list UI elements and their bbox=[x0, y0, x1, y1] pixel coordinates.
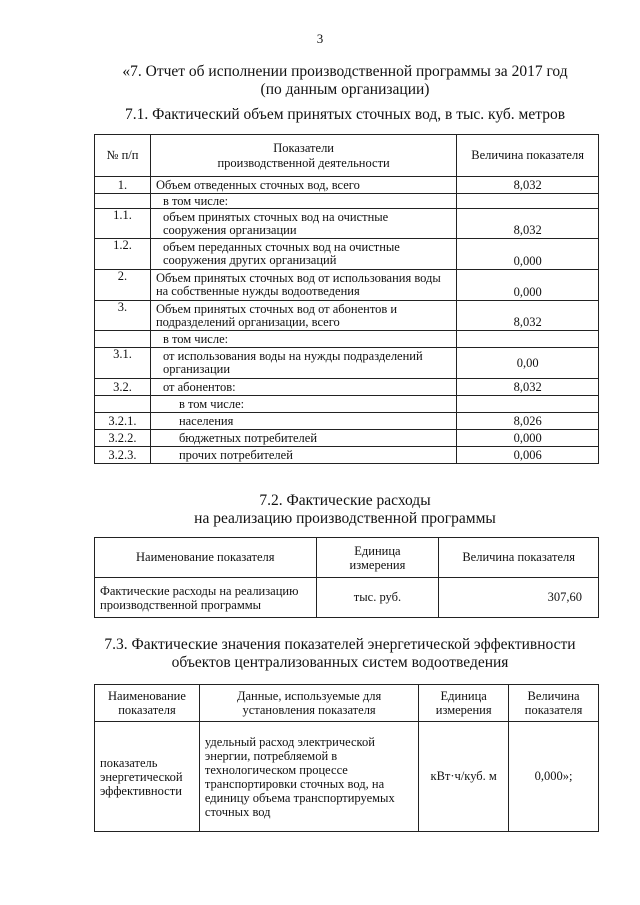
header-name: Наименование показателя bbox=[95, 538, 317, 578]
row-num: 1. bbox=[95, 177, 151, 194]
table-header-row bbox=[95, 538, 599, 578]
row-label: прочих потребителей bbox=[150, 447, 456, 464]
row-label: от использования воды на нужды подразделений организации bbox=[150, 348, 456, 379]
row-num: 1.1. bbox=[95, 209, 151, 239]
header-value: Величина показателя bbox=[439, 538, 599, 578]
header-unit-line2: измерения bbox=[435, 703, 492, 717]
header-value: Величина показателя bbox=[457, 135, 599, 177]
energy-efficiency-table bbox=[94, 684, 599, 832]
row-value: 307,60 bbox=[439, 578, 599, 618]
row-value: 8,032 bbox=[457, 209, 599, 239]
header-indicator bbox=[150, 135, 456, 177]
table-header-row bbox=[95, 685, 599, 722]
table-row bbox=[95, 301, 599, 331]
row-label: населения bbox=[150, 413, 456, 430]
table-row bbox=[95, 578, 599, 618]
row-num bbox=[95, 194, 151, 209]
header-num: № п/п bbox=[95, 135, 151, 177]
header-unit-line2: измерения bbox=[349, 557, 406, 572]
row-data: удельный расход электрической энергии, потребляемой в технологическом процессе транспортировки сточных вод, на единицу объема транспортируемых сточных вод bbox=[199, 722, 418, 832]
header-data-line2: установления показателя bbox=[242, 703, 376, 717]
row-value: 0,006 bbox=[457, 447, 599, 464]
table-row bbox=[95, 348, 599, 379]
expenses-table bbox=[94, 537, 599, 618]
header-indicator-line1: Показатели bbox=[273, 140, 334, 155]
table-row bbox=[95, 209, 599, 239]
section3-title-line2: объектов централизованных систем водоотведения bbox=[171, 654, 509, 671]
row-num: 2. bbox=[95, 270, 151, 301]
header-name-line2: показателя bbox=[118, 703, 176, 717]
header-name bbox=[95, 685, 200, 722]
row-num: 3.1. bbox=[95, 348, 151, 379]
row-num bbox=[95, 331, 151, 348]
row-num: 3.2.1. bbox=[95, 413, 151, 430]
table-row bbox=[95, 194, 599, 209]
row-num bbox=[95, 396, 151, 413]
section3-title-line1: 7.3. Фактические значения показателей энергетической эффективности bbox=[104, 636, 576, 653]
header-value-line1: Величина bbox=[527, 689, 580, 703]
row-label: от абонентов: bbox=[150, 379, 456, 396]
row-label: бюджетных потребителей bbox=[150, 430, 456, 447]
table-row bbox=[95, 177, 599, 194]
row-value: 8,032 bbox=[457, 177, 599, 194]
row-value: 8,032 bbox=[457, 301, 599, 331]
row-value bbox=[457, 331, 599, 348]
section3-title bbox=[80, 636, 600, 672]
header-value bbox=[509, 685, 599, 722]
table-row bbox=[95, 447, 599, 464]
row-unit: кВт·ч/куб. м bbox=[419, 722, 509, 832]
row-num: 3. bbox=[95, 301, 151, 331]
table-row bbox=[95, 396, 599, 413]
row-value: 8,026 bbox=[457, 413, 599, 430]
table-header-row bbox=[95, 135, 599, 177]
row-num: 3.2. bbox=[95, 379, 151, 396]
header-unit bbox=[419, 685, 509, 722]
row-value: 0,00 bbox=[457, 348, 599, 379]
row-num: 3.2.3. bbox=[95, 447, 151, 464]
row-value: 8,032 bbox=[457, 379, 599, 396]
header-unit-line1: Единица bbox=[354, 543, 401, 558]
row-unit: тыс. руб. bbox=[316, 578, 439, 618]
header-unit bbox=[316, 538, 439, 578]
row-num: 3.2.2. bbox=[95, 430, 151, 447]
header-unit-line1: Единица bbox=[440, 689, 487, 703]
table-row bbox=[95, 379, 599, 396]
row-label: в том числе: bbox=[150, 331, 456, 348]
section-heading bbox=[100, 63, 590, 99]
table-row bbox=[95, 270, 599, 301]
row-label: объем принятых сточных вод на очистные сооружения организации bbox=[150, 209, 456, 239]
header-value-line2: показателя bbox=[524, 703, 583, 717]
sewage-volume-table bbox=[94, 134, 599, 464]
row-label: в том числе: bbox=[150, 396, 456, 413]
table-row bbox=[95, 722, 599, 832]
header-name-line1: Наименование bbox=[108, 689, 186, 703]
heading-line1: «7. Отчет об исполнении производственной программы за 2017 год bbox=[122, 63, 568, 80]
row-label: Объем принятых сточных вод от абонентов и подразделений организации, всего bbox=[150, 301, 456, 331]
heading-line2: (по данным организации) bbox=[260, 81, 430, 98]
row-value bbox=[457, 396, 599, 413]
row-label: Объем принятых сточных вод от использования воды на собственные нужды водоотведения bbox=[150, 270, 456, 301]
section2-title-line2: на реализацию производственной программы bbox=[194, 510, 496, 527]
section1-title: 7.1. Фактический объем принятых сточных вод, в тыс. куб. метров bbox=[124, 106, 566, 123]
table-row bbox=[95, 239, 599, 270]
row-label: в том числе: bbox=[150, 194, 456, 209]
row-name: Фактические расходы на реализацию производственной программы bbox=[95, 578, 317, 618]
table-row bbox=[95, 430, 599, 447]
row-value bbox=[457, 194, 599, 209]
section2-title-line1: 7.2. Фактические расходы bbox=[259, 492, 431, 509]
header-data-line1: Данные, используемые для bbox=[236, 689, 382, 703]
row-label: Объем отведенных сточных вод, всего bbox=[150, 177, 456, 194]
table-row bbox=[95, 331, 599, 348]
row-name: показатель энергетической эффективности bbox=[95, 722, 200, 832]
table-row bbox=[95, 413, 599, 430]
row-value: 0,000 bbox=[457, 270, 599, 301]
row-num: 1.2. bbox=[95, 239, 151, 270]
row-value: 0,000 bbox=[457, 430, 599, 447]
row-label: объем переданных сточных вод на очистные сооружения других организаций bbox=[150, 239, 456, 270]
section2-title bbox=[100, 492, 590, 528]
page-number: 3 bbox=[316, 31, 324, 46]
row-value: 0,000»; bbox=[509, 722, 599, 832]
header-data bbox=[199, 685, 418, 722]
row-value: 0,000 bbox=[457, 239, 599, 270]
header-indicator-line2: производственной деятельности bbox=[217, 155, 390, 170]
